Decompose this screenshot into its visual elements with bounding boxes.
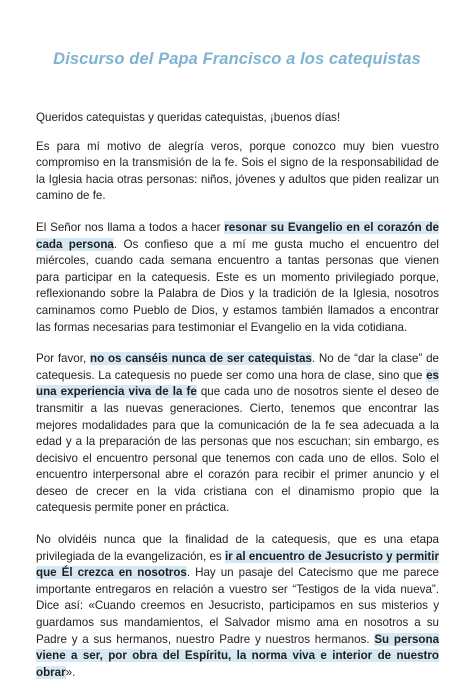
- highlight-su-persona: Su persona viene a ser, por obra del Espíritu, la norma viva e interior de nuestro obrar: [36, 632, 440, 679]
- paragraph-4-text-b: . Hay un pasaje del Catecismo que me parece importante entregaros en relación a vuestro ser “Testigos de la vida nueva”. Dice así: «Cuando creemos en Jesucristo, participamos en sus misterios y guardamos sus mandamientos, el Salvador mismo ama en nosotros a su Padre y a sus hermanos, nuestro Padre y nuestros hermanos.: [36, 566, 439, 646]
- highlight-experiencia-viva: es una experiencia viva de la fe: [36, 368, 439, 399]
- paragraph-3-text-c: que cada uno de nosotros siente el deseo de transmitir a las nuevas generaciones. Cierto, tenemos que encontrar las mejores modalidades para que la comunicación de la fe sea adecuada a la edad y a la preparación de las personas que nos escuchan; sin embargo, es decisivo el encuentro personal que tenemos con cada uno de ellos. Solo el encuentro interpersonal abre el corazón para recibir el primer anuncio y el deseo de crecer en la vida cristiana con el dinamismo propio que la catequesis permite poner en práctica.: [36, 385, 439, 515]
- document-body: [36, 110, 439, 696]
- highlight-resonar-evangelio: resonar su Evangelio en el corazón de cada persona: [36, 220, 439, 251]
- paragraph-2-text-a: El Señor nos llama a todos a hacer: [36, 220, 225, 234]
- paragraph-3-text-a: Por favor,: [36, 352, 90, 366]
- highlight-no-os-canseis: no os canséis nunca de ser catequistas: [89, 352, 312, 366]
- document-title: Discurso del Papa Francisco a los catequistas: [53, 50, 421, 68]
- paragraph-1: Es para mí motivo de alegría veros, porque conozco muy bien vuestro compromiso en la transmisión de la fe. Sois el signo de la responsabilidad de la Iglesia hacia otras personas: niños, jóvenes y adultos que piden realizar un camino de fe.: [36, 139, 439, 203]
- paragraph-3: [36, 351, 439, 517]
- paragraph-4-text-a: No olvidéis nunca que la finalidad de la catequesis, que es una etapa privilegiada de la evangelización, es: [36, 533, 439, 563]
- paragraph-2-text-b: . Os confieso que a mí me gusta mucho el encuentro del miércoles, cuando cada semana encuentro a tantas personas que vienen para participar en la catequesis. Este es un momento privilegiado porque, reflexionando sobre la Palabra de Dios y la tradición de la Iglesia, nosotros caminamos como Pueblo de Dios, y estamos también llamados a encontrar las formas necesarias para testimoniar el Evangelio en la vida cotidiana.: [36, 237, 439, 334]
- paragraph-3-text-b: . No de “dar la clase” de catequesis. La catequesis no puede ser como una hora de clase, sino que: [36, 352, 439, 382]
- highlight-encuentro-jesucristo: ir al encuentro de Jesucristo y permitir que Él crezca en nosotros: [36, 549, 439, 580]
- greeting-paragraph: Queridos catequistas y queridas catequistas, ¡buenos días!: [36, 111, 341, 124]
- paragraph-4: [36, 532, 439, 681]
- paragraph-4-text-c: ».: [65, 665, 76, 679]
- paragraph-2: [36, 220, 439, 336]
